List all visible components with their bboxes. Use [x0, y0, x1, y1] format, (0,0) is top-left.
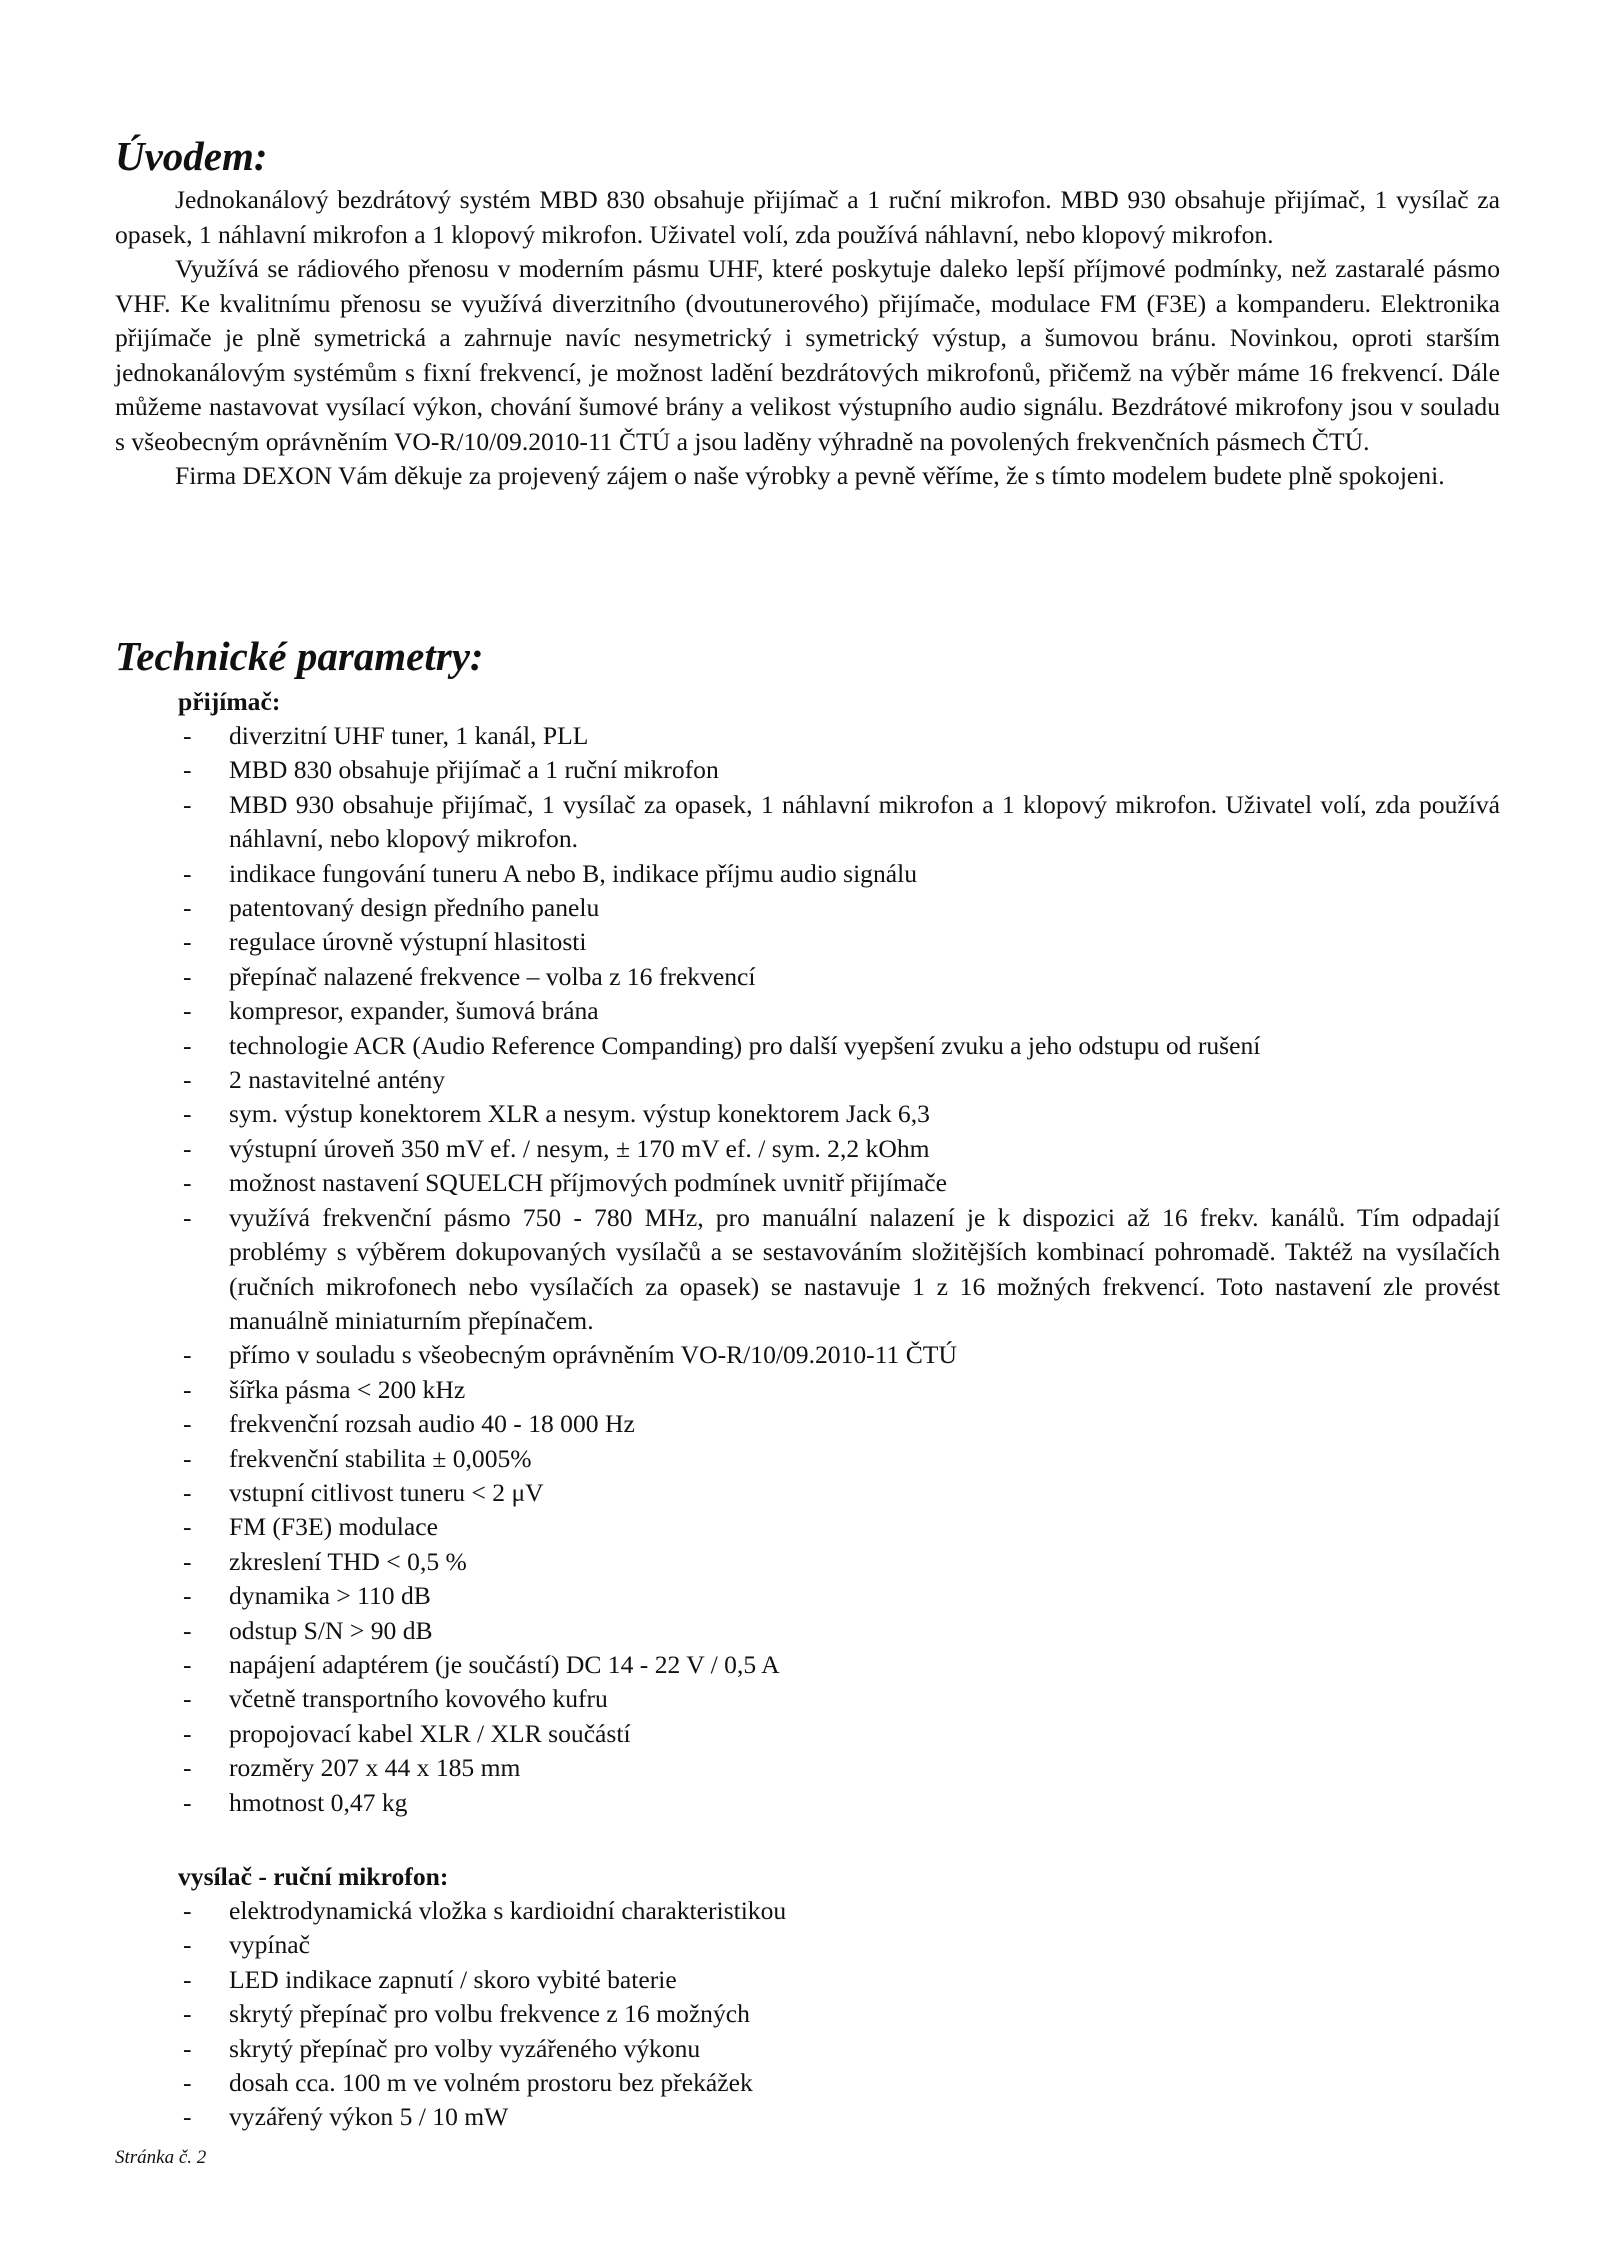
transmitter-subheading: vysílač - ruční mikrofon: [178, 1862, 449, 1891]
spec-item: - vypínač [115, 1928, 1500, 1962]
spec-item: - MBD 830 obsahuje přijímač a 1 ruční mikrofon [115, 753, 1500, 787]
tech-params-heading: Technické parametry: [115, 633, 484, 679]
spec-item: - skrytý přepínač pro volby vyzářeného výkonu [115, 2032, 1500, 2066]
intro-paragraph: Využívá se rádiového přenosu v moderním pásmu UHF, které poskytuje daleko lepší příjmové podmínky, než zastaralé pásmo VHF. Ke kvalitnímu přenosu se využívá diverzitního (dvoutunerového) přijímače, modulace FM (F3E) a kompanderu. Elektronika přijímače je plně symetrická a zahrnuje navíc nesymetrický i symetrický výstup, a šumovou bránu. Novinkou, oproti starším jednokanálovým systémům s fixní frekvencí, je možnost ladění bezdrátových mikrofonů, přičemž na výběr máme 16 frekvencí. Dále můžeme nastavovat vysílací výkon, chování šumové brány a velikost výstupního audio signálu. Bezdrátové mikrofony jsou v souladu s všeobecným oprávněním VO-R/10/09.2010-11 ČTÚ a jsou laděny výhradně na povolených frekvenčních pásmech ČTÚ. [115, 254, 1500, 456]
spec-item: - diverzitní UHF tuner, 1 kanál, PLL [115, 719, 1500, 753]
spec-item: - frekvenční stabilita ± 0,005% [115, 1442, 1500, 1476]
spec-item: - elektrodynamická vložka s kardioidní charakteristikou [115, 1894, 1500, 1928]
spec-item: - zkreslení THD < 0,5 % [115, 1545, 1500, 1579]
spec-item: - skrytý přepínač pro volbu frekvence z 16 možných [115, 1997, 1500, 2031]
spec-item: - rozměry 207 x 44 x 185 mm [115, 1751, 1500, 1785]
spec-item: - frekvenční rozsah audio 40 - 18 000 Hz [115, 1407, 1500, 1441]
spec-item: - napájení adaptérem (je součástí) DC 14 - 22 V / 0,5 A [115, 1648, 1500, 1682]
spec-item: - hmotnost 0,47 kg [115, 1786, 1500, 1820]
spec-item: - dynamika > 110 dB [115, 1579, 1500, 1613]
spec-item: - možnost nastavení SQUELCH příjmových podmínek uvnitř přijímače [115, 1166, 1500, 1200]
spec-item: - MBD 930 obsahuje přijímač, 1 vysílač za opasek, 1 náhlavní mikrofon a 1 klopový mikrofon. Uživatel volí, zda používá náhlavní, nebo klopový mikrofon. [115, 788, 1500, 857]
intro-paragraph: Firma DEXON Vám děkuje za projevený zájem o naše výrobky a pevně věříme, že s tímto modelem budete plně spokojeni. [175, 461, 1445, 490]
spec-item: - přímo v souladu s všeobecným oprávněním VO-R/10/09.2010-11 ČTÚ [115, 1338, 1500, 1372]
spec-item: - 2 nastavitelné antény [115, 1063, 1500, 1097]
spec-item: - regulace úrovně výstupní hlasitosti [115, 925, 1500, 959]
transmitter-spec-list [115, 1894, 1500, 2135]
intro-section [115, 183, 1500, 494]
spec-item: - LED indikace zapnutí / skoro vybité baterie [115, 1963, 1500, 1997]
spec-item: - propojovací kabel XLR / XLR součástí [115, 1717, 1500, 1751]
receiver-subheading: přijímač: [178, 687, 281, 716]
spec-item: - vstupní citlivost tuneru < 2 μV [115, 1476, 1500, 1510]
spec-item: - výstupní úroveň 350 mV ef. / nesym, ± 170 mV ef. / sym. 2,2 kOhm [115, 1132, 1500, 1166]
spec-item: - přepínač nalazené frekvence – volba z 16 frekvencí [115, 960, 1500, 994]
spec-item: - indikace fungování tuneru A nebo B, indikace příjmu audio signálu [115, 857, 1500, 891]
spec-item: - dosah cca. 100 m ve volném prostoru bez překážek [115, 2066, 1500, 2100]
receiver-spec-list [115, 719, 1500, 1820]
spec-item: - využívá frekvenční pásmo 750 - 780 MHz, pro manuální nalazení je k dispozici až 16 frekv. kanálů. Tím odpadají problémy s výběrem dokupovaných vysílačů a se sestavováním složitějších kombinací pohromadě. Taktéž na vysílačích (ručních mikrofonech nebo vysílačích za opasek) se nastavuje 1 z 16 možných frekvencí. Toto nastavení zle provést manuálně miniaturním přepínačem. [115, 1201, 1500, 1339]
spec-item: - vyzářený výkon 5 / 10 mW [115, 2100, 1500, 2134]
intro-heading: Úvodem: [115, 133, 268, 179]
spec-item: - FM (F3E) modulace [115, 1510, 1500, 1544]
spec-item: - včetně transportního kovového kufru [115, 1682, 1500, 1716]
page-number: Stránka č. 2 [115, 2147, 207, 2168]
spec-item: - technologie ACR (Audio Reference Companding) pro další vyepšení zvuku a jeho odstupu od rušení [115, 1029, 1500, 1063]
spec-item: - kompresor, expander, šumová brána [115, 994, 1500, 1028]
spec-item: - patentovaný design předního panelu [115, 891, 1500, 925]
intro-paragraph: Jednokanálový bezdrátový systém MBD 830 obsahuje přijímač a 1 ruční mikrofon. MBD 930 obsahuje přijímač, 1 vysílač za opasek, 1 náhlavní mikrofon a 1 klopový mikrofon. Uživatel volí, zda používá náhlavní, nebo klopový mikrofon. [115, 185, 1500, 249]
spec-item: - šířka pásma < 200 kHz [115, 1373, 1500, 1407]
spec-item: - sym. výstup konektorem XLR a nesym. výstup konektorem Jack 6,3 [115, 1097, 1500, 1131]
spec-item: - odstup S/N > 90 dB [115, 1614, 1500, 1648]
